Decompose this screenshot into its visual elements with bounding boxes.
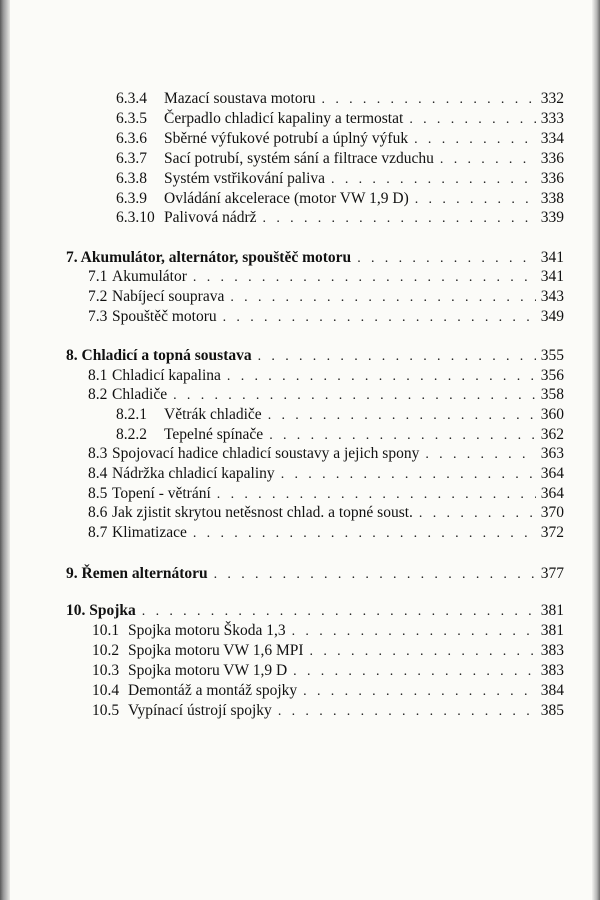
dot-leader — [269, 427, 536, 445]
dot-leader — [281, 466, 536, 484]
entry-title: Nádržka chladicí kapaliny — [112, 465, 275, 482]
dot-leader — [193, 525, 536, 543]
entry-page-number: 358 — [540, 386, 564, 403]
entry-page-number: 356 — [540, 367, 564, 384]
entry-page-number: 360 — [540, 406, 564, 423]
dot-leader — [263, 210, 536, 228]
entry-page-number: 341 — [540, 268, 564, 285]
entry-title: Akumulátor — [112, 268, 187, 285]
chapter-title: 10. Spojka — [66, 602, 136, 619]
entry-number: 6.3.4 — [116, 90, 147, 107]
chapter-title: 7. Akumulátor, alternátor, spouštěč motoru — [66, 249, 352, 266]
toc-entry-10-1 — [92, 622, 564, 641]
entry-title: Palivová nádrž — [164, 209, 257, 226]
entry-page-number: 343 — [540, 288, 564, 305]
entry-number: 8.2 — [88, 386, 108, 403]
dot-leader — [230, 289, 535, 307]
chapter-title: 9. Řemen alternátoru — [66, 565, 208, 582]
entry-page-number: 385 — [540, 702, 564, 719]
entry-title: Topení - větrání — [112, 485, 211, 502]
chapter-page-number: 355 — [540, 347, 564, 364]
entry-title: Spojka motoru VW 1,9 D — [128, 662, 288, 679]
entry-title: Klimatizace — [112, 524, 187, 541]
entry-page-number: 384 — [540, 682, 564, 699]
entry-page-number: 362 — [540, 426, 564, 443]
chapter-page-number: 377 — [540, 565, 564, 582]
dot-leader — [419, 505, 536, 523]
entry-title: Ovládání akcelerace (motor VW 1,9 D) — [164, 190, 409, 207]
entry-number: 10.1 — [92, 622, 120, 639]
toc-entry-8-6 — [88, 504, 564, 523]
entry-number: 8.3 — [88, 445, 108, 462]
entry-page-number: 336 — [540, 170, 564, 187]
entry-title: Spojka motoru VW 1,6 MPI — [128, 642, 304, 659]
entry-title: Čerpadlo chladicí kapaliny a termostat — [164, 110, 404, 127]
entry-page-number: 372 — [540, 524, 564, 541]
entry-title: Sběrné výfukové potrubí a úplný výfuk — [164, 130, 409, 147]
entry-number: 8.2.2 — [116, 426, 147, 443]
entry-title: Tepelné spínače — [164, 426, 264, 443]
toc-entry-6-3-4 — [116, 90, 564, 109]
entry-number: 6.3.9 — [116, 190, 147, 207]
entry-page-number: 334 — [540, 130, 564, 147]
dot-leader — [357, 250, 536, 268]
dot-leader — [223, 309, 536, 327]
entry-page-number: 381 — [540, 622, 564, 639]
dot-leader — [268, 407, 536, 425]
dot-leader — [409, 111, 535, 129]
entry-title: Sací potrubí, systém sání a filtrace vzduchu — [164, 150, 434, 167]
toc-chapter-9 — [66, 565, 564, 584]
toc-entry-10-3 — [92, 662, 564, 681]
entry-title: Vypínací ústrojí spojky — [128, 702, 272, 719]
entry-title: Chladicí kapalina — [112, 367, 221, 384]
toc-chapter-10 — [66, 602, 564, 621]
entry-page-number: 370 — [540, 504, 564, 521]
dot-leader — [292, 623, 536, 641]
toc-entry-8-2-2 — [116, 426, 564, 445]
toc-entry-6-3-8 — [116, 170, 564, 189]
toc-entry-10-2 — [92, 642, 564, 661]
entry-title: Jak zjistit skrytou netěsnost chlad. a topné soust. — [112, 504, 413, 521]
toc-entry-10-4 — [92, 682, 564, 701]
entry-number: 10.2 — [92, 642, 120, 659]
entry-page-number: 383 — [540, 642, 564, 659]
entry-page-number: 336 — [540, 150, 564, 167]
dot-leader — [322, 91, 536, 109]
entry-page-number: 363 — [540, 445, 564, 462]
toc-entry-6-3-9 — [116, 190, 564, 209]
toc-entry-8-3 — [88, 445, 564, 464]
entry-number: 6.3.6 — [116, 130, 147, 147]
entry-title: Systém vstřikování paliva — [164, 170, 326, 187]
toc-entry-8-2-1 — [116, 406, 564, 425]
dot-leader — [258, 348, 536, 366]
dot-leader — [425, 446, 535, 464]
toc-entry-8-2 — [88, 386, 564, 405]
entry-page-number: 364 — [540, 485, 564, 502]
entry-page-number: 332 — [540, 90, 564, 107]
dot-leader — [142, 603, 536, 621]
dot-leader — [310, 643, 536, 661]
chapter-page-number: 341 — [540, 249, 564, 266]
toc-chapter-7 — [66, 249, 564, 268]
dot-leader — [331, 171, 536, 189]
dot-leader — [173, 387, 536, 405]
entry-number: 6.3.10 — [116, 209, 155, 226]
toc-entry-8-5 — [88, 485, 564, 504]
entry-number: 7.2 — [88, 288, 108, 305]
entry-number: 6.3.7 — [116, 150, 147, 167]
toc-entry-8-4 — [88, 465, 564, 484]
entry-number: 8.7 — [88, 524, 108, 541]
dot-leader — [217, 486, 536, 504]
toc-entry-8-7 — [88, 524, 564, 543]
toc-entry-6-3-10 — [116, 209, 564, 228]
entry-number: 10.5 — [92, 702, 120, 719]
entry-page-number: 338 — [540, 190, 564, 207]
entry-title: Větrák chladiče — [164, 406, 262, 423]
dot-leader — [440, 151, 536, 169]
entry-number: 6.3.8 — [116, 170, 147, 187]
entry-page-number: 333 — [540, 110, 564, 127]
dot-leader — [415, 191, 536, 209]
entry-title: Spojka motoru Škoda 1,3 — [128, 622, 286, 639]
toc-entry-6-3-7 — [116, 150, 564, 169]
entry-number: 8.6 — [88, 504, 108, 521]
entry-number: 8.1 — [88, 367, 108, 384]
entry-number: 7.3 — [88, 308, 108, 325]
entry-page-number: 383 — [540, 662, 564, 679]
chapter-title: 8. Chladicí a topná soustava — [66, 347, 252, 364]
entry-number: 8.2.1 — [116, 406, 147, 423]
entry-title: Nabíjecí souprava — [112, 288, 225, 305]
entry-number: 6.3.5 — [116, 110, 147, 127]
entry-number: 8.4 — [88, 465, 108, 482]
entry-number: 10.3 — [92, 662, 120, 679]
entry-page-number: 364 — [540, 465, 564, 482]
dot-leader — [193, 269, 536, 287]
dot-leader — [214, 566, 536, 584]
entry-number: 7.1 — [88, 268, 108, 285]
chapter-page-number: 381 — [540, 602, 564, 619]
dot-leader — [227, 368, 536, 386]
entry-title: Spojovací hadice chladicí soustavy a jejich spony — [112, 445, 420, 462]
toc-entry-6-3-5 — [116, 110, 564, 129]
dot-leader — [278, 703, 536, 721]
toc-entry-10-5 — [92, 702, 564, 721]
entry-number: 10.4 — [92, 682, 120, 699]
page-edge-shadow-left — [0, 0, 10, 900]
toc-chapter-8 — [66, 347, 564, 366]
toc-entry-7-1 — [88, 268, 564, 287]
entry-page-number: 339 — [540, 209, 564, 226]
page-edge-shadow-right — [592, 0, 600, 900]
entry-title: Mazací soustava motoru — [164, 90, 316, 107]
toc-entry-6-3-6 — [116, 130, 564, 149]
toc-entry-7-3 — [88, 308, 564, 327]
entry-number: 8.5 — [88, 485, 108, 502]
entry-title: Chladiče — [112, 386, 168, 403]
dot-leader — [293, 663, 536, 681]
dot-leader — [303, 683, 536, 701]
entry-page-number: 349 — [540, 308, 564, 325]
dot-leader — [414, 131, 536, 149]
entry-title: Demontáž a montáž spojky — [128, 682, 298, 699]
entry-title: Spouštěč motoru — [112, 308, 217, 325]
toc-entry-8-1 — [88, 367, 564, 386]
toc-entry-7-2 — [88, 288, 564, 307]
